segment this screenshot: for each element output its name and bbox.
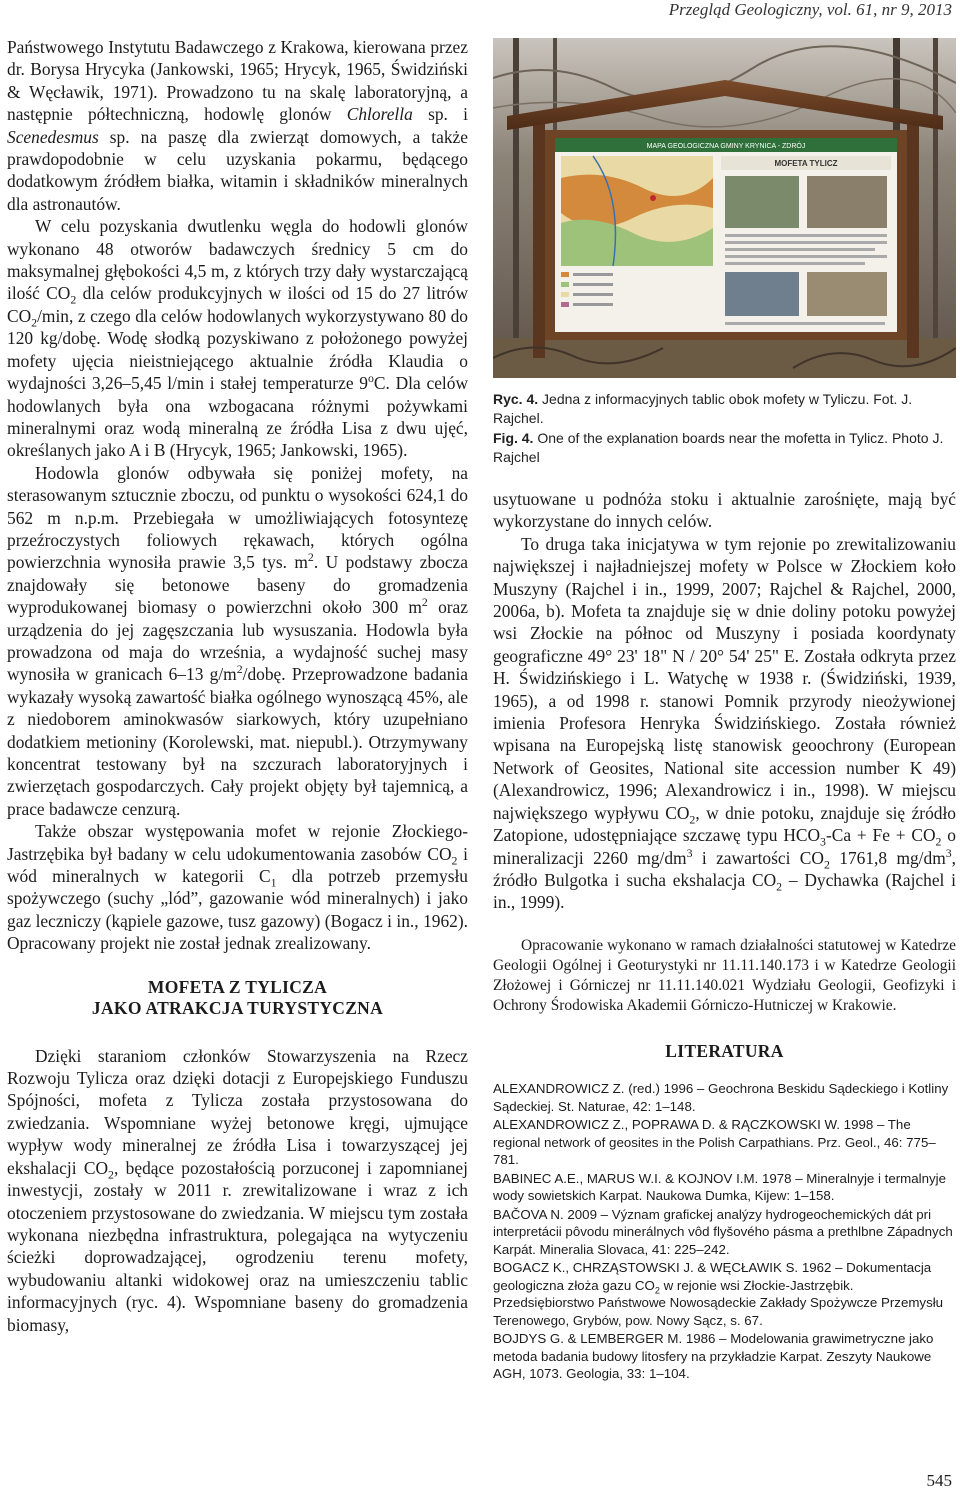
svg-text:MAPA GEOLOGICZNA GMINY KRYNICA: MAPA GEOLOGICZNA GMINY KRYNICA - ZDRÓJ <box>646 143 806 150</box>
references-list <box>493 1080 956 1383</box>
right-column <box>493 36 956 1384</box>
references-heading: LITERATURA <box>665 1040 784 1061</box>
caption-english: Fig. 4. One of the explanation boards near the mofetta in Tylicz. Photo J. Rajchel <box>493 430 944 465</box>
left-column <box>7 36 468 1336</box>
paragraph: usytuowane u podnóża stoku i aktualnie zarośnięte, mają być wykorzystane do innych celów. <box>493 489 956 532</box>
section-heading: MOFETA Z TYLICZA JAKO ATRAKCJA TURYSTYCZNA <box>91 976 384 1018</box>
reference-item: BOJDYS G. & LEMBERGER M. 1986 – Modelowania grawimetryczne jako metoda badania budowy litosfery na przykładzie Karpat. Zeszyty Naukowe AGH, 1073. Geologia, 33: 1–104. <box>493 1331 934 1382</box>
photo-information-board <box>493 38 956 378</box>
figure-photo <box>493 38 956 378</box>
reference-item: BOGACZ K., CHRZĄSTOWSKI J. & WĘCŁAWIK S. 1962 – Dokumentacja geologiczna złoża gazu $CO_2$ w rejonie wsi Złockie-Jastrzębik. Przedsiębiorstwo Państwowe Nowosądeckie Zakłady Spożywcze Przemysłu Terenowego, Grybów, pow. Nowy Sącz, s. 67. <box>493 1260 944 1328</box>
acknowledgement: Opracowanie wykonano w ramach działalności statutowej w Katedrze Geologii Ogólnej i Geoturystyki nr 11.11.140.173 i w Katedrze Geologii Złożowej i Górniczej nr 11.11.140.021 Wydziału Geologii, Geofizyki i Ochrony Środowiska Akademii Górniczo-Hutniczej w Krakowie. <box>493 936 956 1014</box>
caption-polish: Ryc. 4. Jedna z informacyjnych tablic obok mofety w Tyliczu. Fot. J. Rajchel. <box>493 391 913 426</box>
reference-item: BAČOVA N. 2009 – Význam grafickej analýzy hydrogeochemických dát pri interpretácii pôvodu minerálnych vôd flyšového pásma a prethlbne Západnych Karpát. Mineralia Slovaca, 41: 225–242. <box>493 1206 953 1257</box>
paragraph: Także obszar występowania mofet w rejonie Złockiego-Jastrzębika był badany w celu udokumentowania zasobów $CO_2$ i wód mineralnych w kategorii $C_1$ dla potrzeb przemysłu spożywczego (suchy „lód”, gazowanie wód mineralnych) i jako gaz leczniczy (kąpiele gazowe, tusz gazowy) (Bogacz i in., 1962). Opracowany projekt nie został jednak zrealizowany. <box>7 821 468 954</box>
paragraph: Państwowego Instytutu Badawczego z Krakowa, kierowana przez dr. Borysa Hrycyka (Jankowski, 1965; Hrycyk, 1965, Świdziński & Węcławik, 1971). Prowadzono tu na skalę laboratoryjną, a następnie półtechniczną, hodowlę glonów Chlorella sp. i Scenedesmus sp. na paszę dla zwierząt domowych, a także prawdopodobnie w celu uzyskania pokarmu, będącego dodatkowym źródłem białka, witamin i składników mineralnych dla astronautów. <box>7 37 468 214</box>
reference-item: ALEXANDROWICZ Z. (red.) 1996 – Geochrona Beskidu Sądeckiego i Kotliny Sądeckiej. St. Naturae, 42: 1–148. <box>493 1081 949 1114</box>
reference-item: BABINEC A.E., MARUS W.I. & KOJNOV I.M. 1978 – Mineralnyje i termalnyje wody sowietskich Karpat. Naukowa Dumka, Kijew: 1–158. <box>493 1170 946 1204</box>
paragraph: Hodowla glonów odbywała się poniżej mofety, na sterasowanym sztucznie zboczu, od punktu o wysokości 624,1 do 562 m n.p.m. Przebiegała w umożliwiających fotosyntezę przeźroczystych foliowych rękawach, których ogólna powierzchnia wynosiła prawie 3,5 tys. $m^2$. U podstawy zbocza znajdowały się betonowe baseny do gromadzenia wyprodukowanej biomasy o powierzchni około 300 $m^2$ oraz urządzenia do jej zagęszczania lub wysuszania. Hodowla była prowadzona od maja do września, a wydajność suchej masy wynosiła w granicach 6–13 $g/m^2$/dobę. Przeprowadzone badania wykazały wysoką zawartość białka ogólnego wynoszącą 45%, ale z niedoborem aminokwasów siarkowych, który uzupełniano dodatkiem metioniny (Korolewski, mat. niepubl.). Otrzymywany koncentrat testowany był na szczurach laboratoryjnych i zwierzętach gospodarczych. Cały projekt objęty był tajemnicą, a prace badawcze cenzurą. <box>7 462 469 819</box>
page-number: 545 <box>926 1471 952 1490</box>
paragraph: To druga taka inicjatywa w tym rejonie po zrewitalizowaniu największej i najładniejszej mofety w Polsce w Złockiem koło Muszyny (Rajchel i in., 1999, 2007; Rajchel & Rajchel, 2000, 2006a, b). Mofeta ta znajduje się w dnie doliny potoku powyżej wsi Złockie na północ od Muszyny i posiada koordynaty geograficzne 49° 23' 18" N / 20° 54' 25" E. Została odkryta przez H. Świdzińskiego i L. Watychę w 1938 r. (Świdziński, 1939, 1965), a od 1998 r. stanowi Pomnik przyrody nieożywionej imienia Profesora Henryka Świdzińskiego. Została również wpisana na Europejską listę stanowisk geoochrony (European Network of Geosites, National site accession number K 49) (Alexandrowicz, 1996; Alexandrowicz i in., 1998). W miejscu największego wypływu $CO_2$, w dnie potoku, znajduje się źródło Zatopione, udostępniające szczawę typu $HCO_3-Ca + Fe + CO_2$ o mineralizacji 2260 $mg/dm^3$ i zawartości $CO_2$ 1761,8 $mg/dm^3$, źródło Bulgotka i sucha ekshalacja $CO_2$ – Dychawka (Rajchel i in., 1999). <box>493 533 957 913</box>
paragraph: W celu pozyskania dwutlenku węgla do hodowli glonów wykonano 48 otworów badawczych średnicy 5 cm do maksymalnej głębokości 4,5 m, z których trzy dały wystarczającą ilość $CO_2$ dla celów produkcyjnych w ilości od 15 do 27 litrów $CO_2/\min$, z czego dla celów hodowlanych wykorzystywano 80 do 120 kg/dobę. Wodę słodką pozyskiwano z położonego powyżej mofety ujęcia nieistniejącego aktualnie źródła Klaudia o wydajności 3,26–5,45 l/min i stałej temperaturze 9$^o$C. Dla celów hodowlanych była ona wzbogacana różnymi pożywkami mineralnymi oraz wodą mineralną ze źródła Lisa z dwu ujęć, określanych jako A i B (Hrycyk, 1965; Jankowski, 1965). <box>7 216 469 461</box>
figure-caption <box>493 390 956 466</box>
reference-item: ALEXANDROWICZ Z., POPRAWA D. & RĄCZKOWSKI W. 1998 – The regional network of geosites in the Polish Carpathians. Prz. Geol., 46: 775–781. <box>493 1117 936 1168</box>
journal-header: Przegląd Geologiczny, vol. 61, nr 9, 2013 <box>668 0 952 19</box>
paragraph: Dzięki staraniom członków Stowarzyszenia na Rzecz Rozwoju Tylicza oraz dzięki dotacji z Europejskiego Funduszu Spójności, mofeta z Tylicza została przystosowana do zwiedzania. Wspomniane wyżej betonowe kręgi, ujmujące wypływ wody mineralnej ze źródła Lisa i towarzyszącej jej ekshalacji $CO_2$, będące pozostałością porzuconej i zapomnianej inwestycji, zostały w 2011 r. zrewitalizowane i wraz z ich otoczeniem przystosowane do zwiedzania. W miejscu tym została wykonana niezbędna infrastruktura, polegająca na wytyczeniu ścieżki doprowadzającej, ogrodzeniu terenu mofety, wybudowaniu altanki widokowej oraz na umieszczeniu tablic informacyjnych (ryc. 4). Wspomniane baseny do gromadzenia biomasy, <box>7 1045 468 1335</box>
svg-text:MOFETA TYLICZ: MOFETA TYLICZ <box>774 159 838 168</box>
